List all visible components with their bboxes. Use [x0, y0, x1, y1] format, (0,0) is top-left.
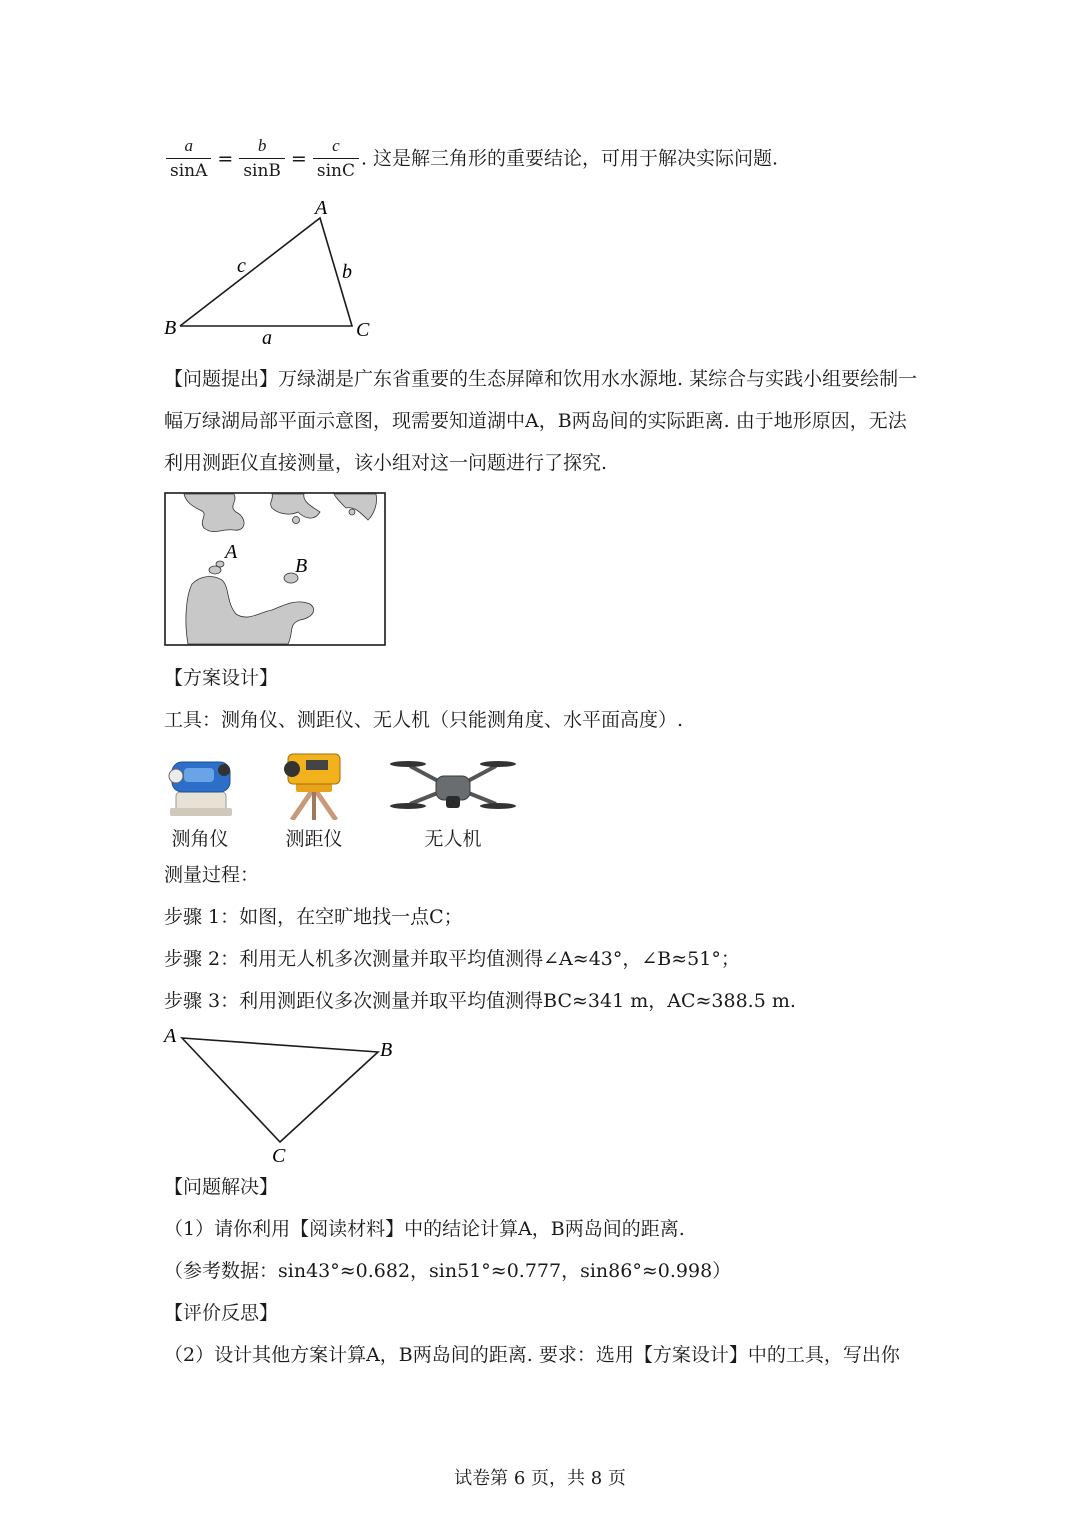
tools-description: 工具：测角仪、测距仪、无人机（只能测角度、水平面高度）.: [164, 709, 684, 731]
equals-sign: =: [290, 147, 307, 170]
solve-heading: 【问题解决】: [164, 1176, 279, 1198]
step-1: 步骤 1：如图，在空旷地找一点C；: [164, 906, 463, 928]
problem-line-3: 利用测距仪直接测量，该小组对这一问题进行了探究.: [164, 452, 608, 474]
lake-map-image: [164, 492, 386, 647]
numerator-a: a: [166, 136, 211, 159]
step-2: 步骤 2：利用无人机多次测量并取平均值测得∠A≈43°，∠B≈51°；: [164, 948, 740, 970]
step-3: 步骤 3：利用测距仪多次测量并取平均值测得BC≈341 m，AC≈388.5 m.: [164, 990, 796, 1012]
numerator-c: c: [313, 136, 359, 159]
tool-caption-rangefinder: 测距仪: [285, 828, 343, 850]
vertex-label-a: A: [164, 1025, 177, 1047]
equals-sign: =: [217, 147, 234, 170]
numerator-b: b: [239, 136, 285, 159]
triangle-measurement-diagram: [160, 1020, 410, 1168]
vertex-label-b: B: [380, 1039, 393, 1061]
page-footer: 试卷第 6 页，共 8 页: [454, 1468, 626, 1489]
vertex-label-b: B: [164, 317, 177, 339]
denominator-a: sinA: [170, 161, 208, 181]
law-of-sines-formula: [164, 136, 778, 181]
denominator-c: sinC: [316, 161, 355, 181]
rangefinder-image: [272, 748, 356, 820]
reference-data: （参考数据：sin43°≈0.682，sin51°≈0.777，sin86°≈0.998）: [164, 1260, 732, 1282]
formula-description: . 这是解三角形的重要结论，可用于解决实际问题.: [360, 147, 779, 170]
island-a: [216, 561, 224, 567]
side-label-b: b: [342, 261, 352, 283]
vertex-label-c: C: [356, 319, 370, 341]
process-title: 测量过程：: [164, 864, 260, 886]
design-heading: 【方案设计】: [164, 667, 279, 689]
vertex-label-a: A: [315, 197, 328, 219]
triangle-outline: [182, 1038, 378, 1142]
denominator-b: sinB: [243, 161, 281, 181]
map-label-b: B: [295, 555, 308, 577]
triangle-outline: [180, 218, 352, 326]
triangle-abc-diagram: [160, 196, 380, 351]
fraction-c: [313, 136, 359, 181]
small-island: [349, 509, 355, 515]
question-2: （2）设计其他方案计算A，B两岛间的距离. 要求：选用【方案设计】中的工具，写出你: [164, 1344, 900, 1366]
problem-statement: [164, 358, 924, 484]
vertex-label-c: C: [272, 1145, 286, 1167]
fraction-a: [166, 136, 211, 181]
side-label-c: c: [237, 255, 246, 277]
tool-caption-theodolite: 测角仪: [171, 828, 229, 850]
tool-caption-drone: 无人机: [424, 828, 482, 850]
side-label-a: a: [262, 327, 272, 349]
question-1: （1）请你利用【阅读材料】中的结论计算A，B两岛间的距离.: [164, 1218, 685, 1240]
fraction-b: [239, 136, 285, 181]
theodolite-image: [162, 748, 238, 820]
reflect-heading: 【评价反思】: [164, 1302, 279, 1324]
map-label-a: A: [225, 541, 238, 563]
small-island: [293, 517, 300, 524]
drone-image: [388, 752, 518, 824]
problem-line-1: 【问题提出】万绿湖是广东省重要的生态屏障和饮用水水源地. 某综合与实践小组要绘制一: [164, 368, 918, 390]
problem-line-2: 幅万绿湖局部平面示意图，现需要知道湖中A，B两岛间的实际距离. 由于地形原因，无法: [164, 410, 907, 432]
